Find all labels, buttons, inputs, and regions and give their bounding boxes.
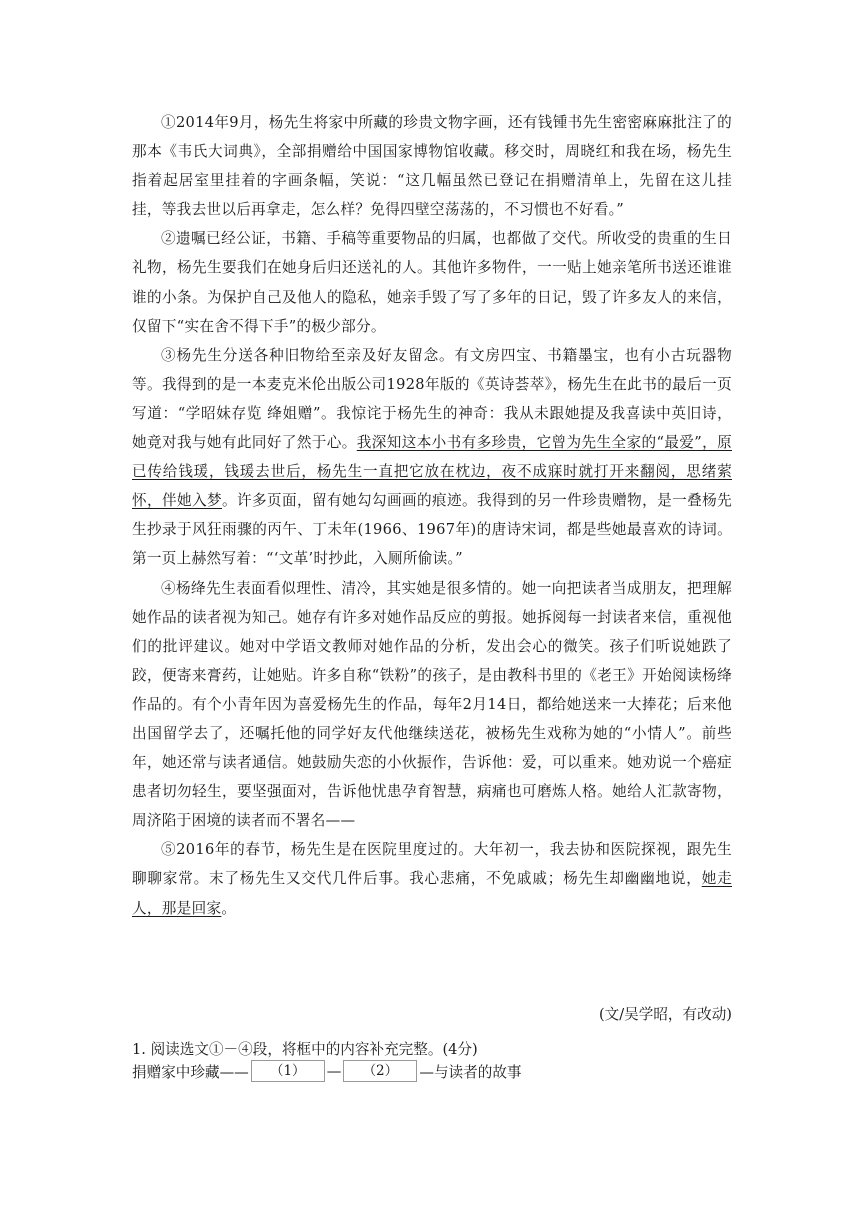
- question-1: 1. 阅读选文①－④段，将框中的内容补充完整。(4分): [132, 1041, 478, 1058]
- paragraph-text: ④杨绛先生表面看似理性、清冷，其实她是很多情的。她一向把读者当成朋友，把理解她作品的读者视为知己。她存有许多对她作品反应的剪报。她拆阅每一封读者来信，重视他们的批评建议。她对中学语文教师对她作品的分析，发出会心的微笑。孩子们听说她跌了跤，便寄来膏药，让她贴。许多自称“铁粉”的孩子，是由教科书里的《老王》开始阅读杨绛作品的。有个小青年因为喜爱杨先生的作品，每年2月14日，都给她送来一大捧花；后来他出国留学去了，还嘱托他的同学好友代他继续送花，被杨先生戏称为她的“小情人”。前些年，她还常与读者通信。她鼓励失恋的小伙振作，告诉他：爱，可以重来。她劝说一个癌症患者切勿轻生，要坚强面对，告诉他忧患孕育智慧，病痛也可磨炼人格。她给人汇款寄物，周济陷于困境的读者而不署名——: [132, 579, 732, 830]
- answer-flowchart: [132, 1060, 522, 1082]
- paragraph-5: [132, 835, 732, 922]
- flow-end-label: —与读者的故事: [419, 1063, 522, 1081]
- flow-start-label: 捐赠家中珍藏——: [132, 1063, 249, 1081]
- paragraph-text: ②遗嘱已经公证，书籍、手稿等重要物品的归属，也都做了交代。所收受的贵重的生日礼物，杨先生要我们在她身后归还送礼的人。其他许多物件，一一贴上她亲笔所书送还谁谁谁的小条。为保护自己及他人的隐私，她亲手毁了写了多年的日记，毁了许多友人的来信，仅留下“实在舍不得下手”的极少部分。: [132, 230, 732, 335]
- paragraph-4: [132, 574, 732, 836]
- paragraph-3: [132, 341, 732, 574]
- underlined-sentence: 她走人，那是回家: [132, 870, 732, 917]
- underlined-sentence: 我深知这本小书有多珍贵，它曾为先生全家的“最爱”，原已传给钱瑗，钱瑗去世后，杨先生一直把它放在枕边，夜不成寐时就打开来翻阅，思绪萦怀，伴她入梦: [132, 434, 732, 510]
- paragraph-text: 。许多页面，留有她勾勾画画的痕迹。我得到的另一件珍贵赠物，是一叠杨先生抄录于风狂雨骤的丙午、丁未年(1966、1967年)的唐诗宋词，都是些她最喜欢的诗词。第一页上赫然写着：“‘文革’时抄此，入厕所偷读。”: [132, 492, 732, 568]
- paragraph-text: ③杨先生分送各种旧物给至亲及好友留念。有文房四宝、书籍墨宝，也有小古玩器物等。我得到的是一本麦克米伦出版公司1928年版的《英诗荟萃》，杨先生在此书的最后一页写道：“学昭妹存览 绛姐赠”。我惊诧于杨先生的神奇：我从未跟她提及我喜读中英旧诗，她竟对我与她有此同好了然于心。: [132, 346, 732, 452]
- paragraph-2: [132, 224, 732, 340]
- flow-dash: —: [326, 1062, 342, 1080]
- answer-box-2[interactable]: （2）: [343, 1060, 417, 1082]
- article-body: [132, 108, 732, 923]
- paragraph-text: ①2014年9月，杨先生将家中所藏的珍贵文物字画，还有钱锺书先生密密麻麻批注了的那本《韦氏大词典》，全部捐赠给中国国家博物馆收藏。移交时，周晓红和我在场，杨先生指着起居室里挂着的字画条幅，笑说：“这几幅虽然已登记在捐赠清单上，先留在这儿挂挂，等我去世以后再拿走，怎么样？免得四壁空荡荡的，不习惯也不好看。”: [132, 114, 732, 219]
- paragraph-text: ⑤2016年的春节，杨先生是在医院里度过的。大年初一，我去协和医院探视，跟先生聊聊家常。末了杨先生又交代几件后事。我心悲痛，不免戚戚；杨先生却幽幽地说，: [132, 841, 732, 888]
- paragraph-1: [132, 108, 732, 224]
- source-attribution: (文/吴学昭，有改动): [598, 1006, 732, 1023]
- paragraph-text: 。: [221, 899, 237, 917]
- answer-box-1[interactable]: （1）: [251, 1060, 325, 1082]
